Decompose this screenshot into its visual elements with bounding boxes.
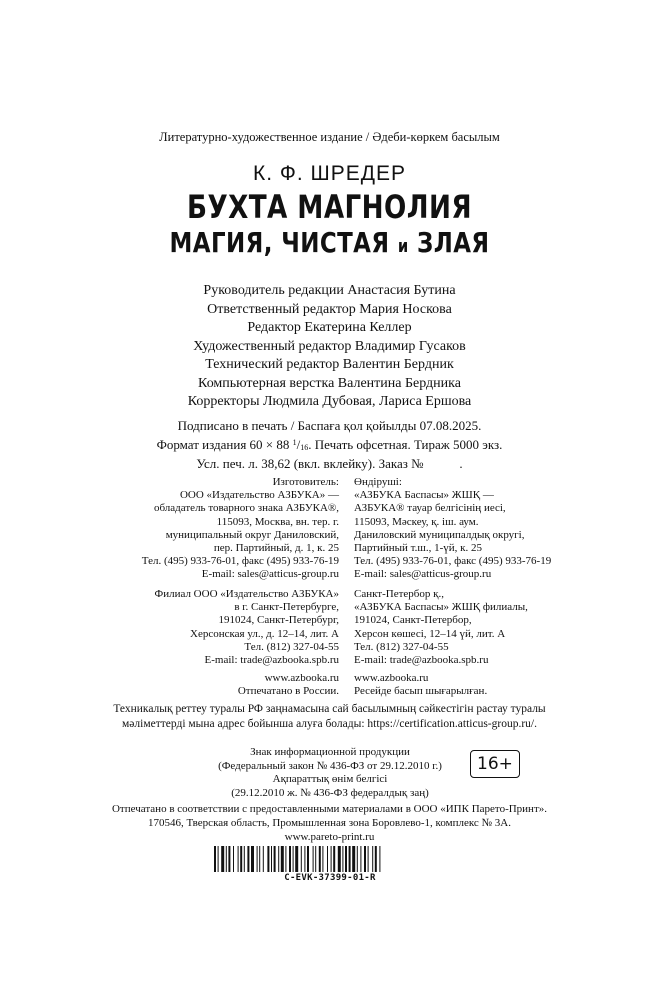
book-subtitle: [59, 226, 599, 259]
subtitle-part-b: ЗЛАЯ: [417, 226, 490, 259]
barcode-bar: [322, 846, 323, 872]
credit-line: Руководитель редакции Анастасия Бутина: [203, 283, 456, 298]
barcode-bar: [281, 846, 284, 872]
barcode-bar: [315, 846, 316, 872]
age-rating-badge: 16+: [470, 750, 520, 778]
barcode-bar: [274, 846, 276, 872]
info-product-mark: Знак информационной продукции (Федеральный закон № 436-ФЗ от 29.12.2010 г.) Ақпараттық өнім белгісі (29.12.2010 ж. № 436-ФЗ федералдық заң): [218, 746, 442, 799]
book-title: БУХТА МАГНОЛИЯ: [187, 188, 472, 226]
barcode-bar: [357, 846, 358, 872]
order-line: Усл. печ. л. 38,62 (вкл. вклейку). Заказ № .: [196, 456, 463, 471]
barcode-bar: [368, 846, 369, 872]
barcode-bar: [352, 846, 355, 872]
branch-ru: Филиал ООО «Издательство АЗБУКА» в г. Санкт-Петербурге, 191024, Санкт-Петербург, Херсонская ул., д. 12–14, лит. А Тел. (812) 327-04-55 E-mail: trade@azbooka.spb.ru: [154, 588, 339, 667]
barcode-bar: [301, 846, 302, 872]
barcode-bar: [257, 846, 258, 872]
barcode-bar: [267, 846, 269, 872]
barcode-bar: [251, 846, 254, 872]
manufacturer-kz: Өндіруші: «АЗБУКА Баспасы» ЖШҚ — АЗБУКА® тауар белгісінің иесі, 115093, Мәскеу, қ. іш. аум. Даниловский муниципалдық округі, Партийный т.ш., 1-үй, к. 25 Тел. (495) 933-76-01, факс (495) 933-76-19 E-mail: sales@atticus-group.ru: [354, 476, 552, 581]
print-signing-info: [0, 418, 659, 473]
credit-line: Технический редактор Валентин Бердник: [205, 357, 454, 372]
barcode-bar: [278, 846, 279, 872]
barcode-bar: [295, 846, 298, 872]
barcode-bar: [214, 846, 216, 872]
tech-regulation-note: Техникалық реттеу туралы РФ заңнамасына сай басылымның сәйкестігін растау туралы мәліметтерді мына адрес бойынша алуға болады: https://certification.atticus-group.ru/.: [113, 703, 546, 730]
barcode-bar: [313, 846, 314, 872]
credit-line: Компьютерная верстка Валентина Бердника: [198, 375, 461, 391]
credit-line: Художественный редактор Владимир Гусаков: [193, 338, 466, 354]
subtitle-conjunction: и: [397, 236, 409, 257]
website-link: www.azbooka.ru: [264, 672, 339, 684]
barcode-bar: [375, 846, 377, 872]
credit-line: Редактор Екатерина Келлер: [247, 320, 412, 335]
manufacturer-ru: Изготовитель: ООО «Издательство АЗБУКА» — обладатель товарного знака АЗБУКА®, 115093, Москва, вн. тер. г. муниципальный округ Даниловский, пер. Партийный, д. 1, к. 25 Тел. (495) 933-76-01, факс (495) 933-76-19 E-mail: sales@atticus-group.ru: [141, 476, 339, 581]
branch-kz: Санкт-Петербор қ., «АЗБУКА Баспасы» ЖШҚ филиалы, 191024, Санкт-Петербор, Херсон көшесі, 12–14 үй, лит. А Тел. (812) 327-04-55 E-mail: trade@azbooka.spb.ru: [354, 588, 528, 667]
series-line: Литературно-художественное издание / Әдеби-көркем басылым: [159, 130, 500, 144]
barcode-bar: [259, 846, 260, 872]
barcode-bar: [364, 846, 366, 872]
editorial-credits: [0, 282, 659, 412]
barcode-bar: [307, 846, 309, 872]
barcode-bar: [289, 846, 291, 872]
barcode-bar: [244, 846, 245, 872]
credit-line: Ответственный редактор Мария Носкова: [207, 301, 452, 317]
subtitle-part-a: МАГИЯ, ЧИСТАЯ: [169, 226, 390, 259]
signing-date: Подписано в печать / Баспаға қол қойылды 07.08.2025.: [177, 418, 482, 433]
barcode-bar: [360, 846, 361, 872]
barcode-bar: [319, 846, 321, 872]
barcode-text: C-EVK-37399-01-R: [284, 873, 376, 883]
web-kz: www.azbooka.ru Ресейде басып шығарылған.: [354, 672, 488, 698]
barcode-bar: [233, 846, 234, 872]
barcode-bar: [271, 846, 272, 872]
format-line: Формат издания 60 × 88 $^1/_{16}$. Печать офсетная. Тираж 5000 экз.: [156, 436, 503, 452]
barcode-bar: [331, 846, 332, 872]
barcode-bar: [345, 846, 347, 872]
barcode-bar: [218, 846, 219, 872]
barcode-bar: [338, 846, 341, 872]
barcode-bar: [372, 846, 373, 872]
barcode-bar: [333, 846, 335, 872]
barcode-bar: [285, 846, 286, 872]
barcode-bar: [327, 846, 328, 872]
barcode-bar: [247, 846, 249, 872]
barcode-bar: [226, 846, 227, 872]
web-ru: www.azbooka.ru Отпечатано в России.: [237, 672, 339, 698]
printer-info: Отпечатано в соответствии с предоставленными материалами в ООО «ИПК Парето-Принт». 170546, Тверская область, Промышленная зона Боровлево-1, комплекс № 3А. www.pareto-print.ru: [111, 803, 547, 843]
barcode-bar: [228, 846, 230, 872]
barcode-bar: [293, 846, 294, 872]
barcode-bar: [342, 846, 343, 872]
website-link: www.azbooka.ru: [354, 672, 429, 684]
barcode: [214, 846, 446, 872]
barcode-bar: [221, 846, 224, 872]
barcode-bar: [379, 846, 380, 872]
barcode-bar: [304, 846, 305, 872]
barcode-bar: [263, 846, 264, 872]
barcode-bar: [240, 846, 242, 872]
barcode-bar: [349, 846, 351, 872]
barcode-bar: [238, 846, 239, 872]
credit-line: Корректоры Людмила Дубовая, Лариса Ершова: [187, 394, 472, 409]
author-name: К. Ф. ШРЕДЕР: [252, 162, 407, 185]
